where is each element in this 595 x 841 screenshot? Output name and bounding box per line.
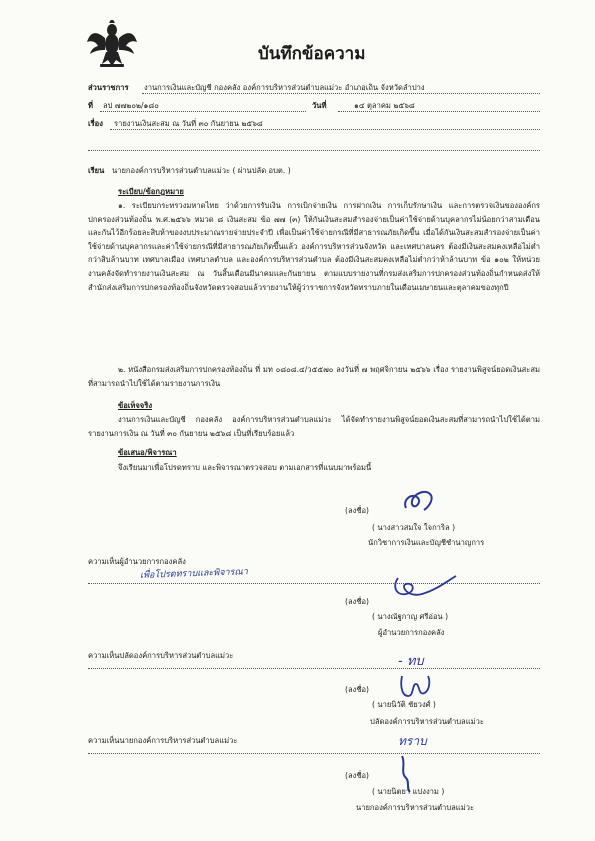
handwritten-opinion-finance: เพื่อโปรดทราบและพิจารณา — [139, 567, 249, 581]
opinion-line-finance — [88, 583, 540, 584]
opinion-label-finance: ความเห็นผู้อำนวยการกองคลัง — [88, 557, 186, 566]
garuda-emblem-icon — [86, 20, 138, 70]
regulation-paragraph-1: ๑. ระเบียบกระทรวงมหาดไทย ว่าด้วยการรับเงิน การเบิกจ่ายเงิน การฝากเงิน การเก็บรักษาเงิน และการตรวจเงินขององค์กรปกครองส่วนท้องถิ่น พ.ศ.๒๕๖๖ หมวด ๘ เงินสะสม ข้อ ๗๗ (๓) ให้กันเงินสะสมสำรองจ่ายเป็นค่าใช้จ่ายด้านบุคลากรไม่น้อยกว่าสามเดือนและกันไว้อีกร้อยละสิบห้าของงบประมาณรายจ่ายประจำปี เพื่อเป็นค่าใช้จ่ายกรณีที่มีสาธารณภัยเกิดขึ้น เมื่อได้กันเงินสะสมสำรองจ่ายเป็นค่าใช้จ่ายด้านบุคลากรและค่าใช้จ่ายกรณีที่มีสาธารณภัยเกิดขึ้นแล้ว องค์การบริหารส่วนจังหวัด และเทศบาลนคร ต้องมีเงินสะสมคงเหลือไม่ต่ำกว่าสิบล้านบาท เทศบาลเมือง เทศบาลตำบล และองค์การบริหารส่วนตำบล ต้องมีเงินสะสมคงเหลือไม่ต่ำกว่าห้าล้านบาท ข้อ ๑๐๒ ให้หน่วยงานคลังจัดทำรายงานเงินสะสม ณ วันสิ้นเดือนมีนาคมและกันยายน ตามแบบรายงานที่กรมส่งเสริมการปกครองส่วนท้องถิ่นกำหนดส่งให้สำนักส่งเสริมการปกครองท้องถิ่นจังหวัดตรวจสอบแล้วรายงานให้ผู้ว่าราชการจังหวัดทราบภายในเดือนเมษายนและตุลาคมของทุกปี — [88, 201, 540, 292]
agency-value: งานการเงินและบัญชี กองคลัง องค์การบริหารส่วนตำบลแม่วะ อำเภอเถิน จังหวัดลำปาง — [144, 83, 425, 92]
signatory-name-1: ( นางสาวสมใจ ใจการิล ) — [372, 523, 456, 532]
sign-label-1: (ลงชื่อ) — [345, 506, 370, 515]
sign-label-3: (ลงชื่อ) — [345, 685, 370, 694]
sign-label-2: (ลงชื่อ) — [345, 597, 370, 606]
signature-3 — [396, 672, 432, 702]
signature-1 — [400, 486, 440, 516]
ref-label: ที่ — [88, 101, 94, 110]
signatory-name-3: ( นายนิวัติ ชัยวงศ์ ) — [372, 700, 436, 709]
signatory-position-1: นักวิชาการเงินและบัญชีชำนาญการ — [368, 538, 485, 547]
handwritten-opinion-deputy: - ทบ — [398, 654, 424, 669]
opinion-label-deputy: ความเห็นปลัดองค์การบริหารส่วนตำบลแม่วะ — [88, 651, 234, 660]
signatory-name-2: ( นางณัฐกาญ ศรีอ่อน ) — [372, 612, 449, 621]
salutation-value: นายกองค์การบริหารส่วนตำบลแม่วะ ( ผ่านปลัด อบต. ) — [112, 166, 291, 175]
proposal-heading: ข้อเสนอ/พิจารณา — [118, 448, 177, 457]
ref-dotted-line — [100, 111, 306, 112]
signatory-name-4: ( นายนิตยา แปงงาม ) — [372, 787, 445, 796]
facts-text: งานการเงินและบัญชี กองคลัง องค์การบริหารส่วนตำบลแม่วะ ได้จัดทำรายงานพิสูจน์ยอดเงินสะสมที่สามารถนำไปใช้ได้ตามรายงานการเงิน ณ วันที่ ๓๐ กันยายน ๒๕๖๘ เป็นที่เรียบร้อยแล้ว — [88, 415, 540, 438]
header-separator — [88, 150, 540, 151]
agency-dotted-line — [142, 93, 540, 94]
opinion-label-mayor: ความเห็นนายกองค์การบริหารส่วนตำบลแม่วะ — [88, 736, 238, 745]
date-dotted-line — [338, 111, 540, 112]
salutation-label: เรียน — [88, 166, 105, 175]
subject-value: รายงานเงินสะสม ณ วันที่ ๓๐ กันยายน ๒๕๖๘ — [114, 119, 263, 128]
agency-label: ส่วนราชการ — [88, 83, 129, 92]
signatory-position-3: ปลัดองค์การบริหารส่วนตำบลแม่วะ — [370, 717, 484, 726]
regulation-heading: ระเบียบ/ข้อกฎหมาย — [118, 187, 184, 196]
facts-heading: ข้อเท็จจริง — [118, 401, 153, 410]
document-title: บันทึกข้อความ — [258, 44, 366, 64]
signatory-position-2: ผู้อำนวยการกองคลัง — [378, 628, 445, 637]
date-value: ๑๔ ตุลาคม ๒๕๖๘ — [354, 101, 415, 110]
handwritten-opinion-mayor: ทราบ — [398, 734, 427, 748]
signatory-position-4: นายกองค์การบริหารส่วนตำบลแม่วะ — [356, 803, 475, 812]
signature-2 — [388, 568, 458, 604]
proposal-text: จึงเรียนมาเพื่อโปรดทราบ และพิจารณาตรวจสอบ ตามเอกสารที่แนบมาพร้อมนี้ — [118, 463, 372, 472]
opinion-line-deputy — [88, 668, 540, 669]
date-label: วันที่ — [312, 101, 327, 110]
subject-label: เรื่อง — [88, 119, 103, 128]
opinion-line-mayor — [88, 753, 540, 754]
sign-label-4: (ลงชื่อ) — [345, 771, 370, 780]
ref-value: ลป ๗๗๒๐๒/๑๘๐ — [103, 101, 159, 110]
subject-dotted-line — [110, 129, 540, 130]
regulation-paragraph-2: ๒. หนังสือกรมส่งเสริมการปกครองท้องถิ่น ที่ มท ๐๘๐๘.๔/ว๕๕๗๐ ลงวันที่ ๗ พฤศจิกายน ๒๕๖๖ เรื่อง รายงานพิสูจน์ยอดเงินสะสมที่สามารถนำไปใช้ได้ตามรายงานการเงิน — [88, 365, 540, 388]
